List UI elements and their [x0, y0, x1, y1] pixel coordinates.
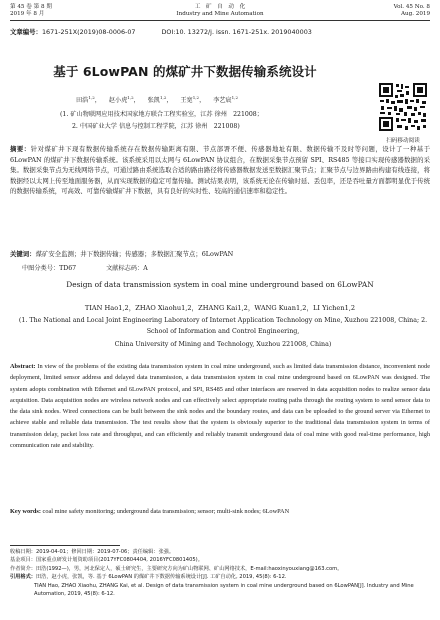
issue-date-en: Aug. 2019	[400, 11, 430, 17]
issue-date: 2019 年 8 月	[10, 11, 45, 17]
article-number-label: 文章编号：	[10, 28, 42, 36]
affiliation: 2. 中国矿业大学 信息与控制工程学院，江苏 徐州 221008)	[72, 123, 240, 130]
journal-name	[10, 4, 430, 18]
qr-caption: 扫码移动阅读	[386, 138, 420, 144]
journal-name-cn: 工 矿 自 动 化	[194, 4, 246, 10]
abstract-en-label: Abstract:	[10, 363, 36, 370]
document-code-label: 文献标志码：	[106, 265, 144, 272]
english-title: Design of data transmission system in coal mine underground based on 6LowPAN	[66, 280, 374, 289]
author: 李艺宸$^{1,2}$	[213, 95, 238, 105]
clc-label: 中图分类号：	[22, 265, 60, 272]
keywords-cn-label: 关键词：	[10, 250, 36, 258]
abstract-cn-label: 摘要：	[10, 145, 31, 153]
author: 张凯$^{1,2}$	[147, 95, 167, 105]
author: 王宽$^{1,2}$	[180, 95, 200, 105]
footnotes	[10, 548, 430, 598]
abstract-cn	[10, 144, 430, 197]
citation-cn: 田浩，赵小虎，张凯，等. 基于 6LowPAN 的煤矿井下数据传输系统设计[J]. 工矿自动化, 2019, 45(8): 6-12.	[35, 574, 287, 581]
keywords-cn-text: 煤矿安全监测；井下数据传输；传感器；多数据汇聚节点；6LowPAN	[35, 250, 234, 258]
abstract-en	[10, 361, 430, 451]
document-code: A	[143, 265, 148, 272]
footnote-divider	[10, 545, 120, 546]
english-authors: TIAN Hao1,2，ZHAO Xiaohu1,2，ZHANG Kai1,2，WANG Kuan1,2，LI Yichen1,2	[84, 304, 356, 312]
issue-info-en	[394, 4, 430, 18]
running-header	[10, 2, 430, 21]
abstract-cn-text: 针对煤矿井下现有数据传输系统存在数据传输距离有限、节点部署不便、传感器地址有限、数据传输不及时等问题，设计了一种基于 6LowPAN 的煤矿井下数据传输系统。该系统采用以太网与 6LowPAN 协议组合，在数据采集节点预留 SPI、RS485 等接口实现传感器数据的采集。数据采集节点为无线网络节点，可通过路由系统选取合适的路由路径将传感器数据发送至数据汇聚节点；汇聚节点与边界路由构建有线连接，将数据经以太网上传至地面服务器，从而实现数据的稳定可靠传输。测试结果表明，该系统无论在传输时延、丢包率，还是吞吐量方面都明显优于传统的数据传输系统，可高效、可靠传输煤矿井下数据，具有良好的实时性、较高的通信速率和稳定性。	[10, 145, 431, 196]
author-bio: 作者简介：田浩(1992—)，男，河北保定人，硕士研究生，主要研究方向为矿山物联网、矿山网络技术，E-mail:haoxinyouxiang@163.com。	[10, 565, 343, 572]
author: 赵小虎$^{1,2}$	[108, 95, 134, 105]
fund-project: 基金项目：国家重点研发计划资助项目(2017YFC0804404, 2016YFC0801405)。	[10, 557, 203, 564]
doi[interactable]: DOI:10. 13272/j. issn. 1671-251x. 2019040003	[161, 28, 312, 36]
keywords-cn	[10, 249, 430, 260]
affiliation: (1. 矿山物联网应用技术国家地方联合工程实验室，江苏 徐州 221008；	[60, 111, 263, 118]
keywords-en-label: Key words:	[10, 508, 41, 515]
citation	[10, 573, 430, 581]
keywords-en-text: coal mine safety monitoring; underground data transmission; sensor; multi-sink nodes; 6LowPAN	[42, 508, 290, 515]
citation-label: 引用格式：	[10, 574, 36, 581]
abstract-en-text: In view of the problems of the existing data transmission system in coal mine underground, such as limited data transmission distance, inconvenient node deployment, limited sensor address and delayed data transmission, a data transmission system in coal mine underground based on 6LowPAN was designed. The system adopts combination with Ethernet and 6LowPAN protocol, and SPI, RS485 and other interfaces are reserved in data acquisition nodes to realize sensor data acquisition. Data acquisition nodes are wireless network nodes and can effectively select appropriate routing paths through the routing system to send sensor data to the data sink nodes. Wired connections can be built between the sink nodes and the boundary routes, and data can be uploaded to the ground server via Ethernet to achieve stable and reliable data transmission. The test results show that the system is obviously superior to the traditional data transmission system in terms of transmission delay, packet loss rate and throughput, and can efficiently and reliably transmit underground data of coal mine with good real-time performance, high communication rate and stability.	[10, 363, 430, 450]
author: 田浩$^{1,2}$	[76, 95, 95, 105]
volume-issue: 第 45 卷 第 8 期	[10, 4, 52, 10]
received-date: 收稿日期：2019-04-01；修回日期：2019-07-06；责任编辑：张强。	[10, 549, 175, 555]
article-number-line	[10, 27, 312, 36]
english-affiliation: China University of Mining and Technology, Xuzhou 221008, China)	[114, 341, 332, 348]
volume-issue-en: Vol. 45 No. 8	[393, 4, 430, 10]
keywords-en	[10, 506, 430, 517]
classification-line	[22, 263, 148, 272]
article-number: 1671-251X(2019)08-0006-07	[41, 28, 136, 36]
author-list: 田浩$^{1,2}$， 赵小虎$^{1,2}$， 张凯$^{1,2}$， 王宽$^{1,2}$， 李艺宸$^{1,2}$	[76, 95, 238, 105]
qr-code[interactable]	[378, 82, 428, 132]
english-affiliation: (1. The National and Local Joint Engineering Laboratory of Internet Application Technology on Mine, Xuzhou 221008, China; 2. School of Information and Control Engineering,	[18, 317, 428, 335]
journal-name-en: Industry and Mine Automation	[176, 11, 264, 17]
clc-number: TD67	[59, 265, 77, 272]
paper-title: 基于 6LowPAN 的煤矿井下数据传输系统设计	[53, 64, 317, 79]
citation-en: TIAN Hao, ZHAO Xiaohu, ZHANG Kai, et al. Design of data transmission system in coal mine underground based on 6LowPAN[J]. Industry and Mine Automation, 2019, 45(8): 6-12.	[34, 582, 414, 598]
